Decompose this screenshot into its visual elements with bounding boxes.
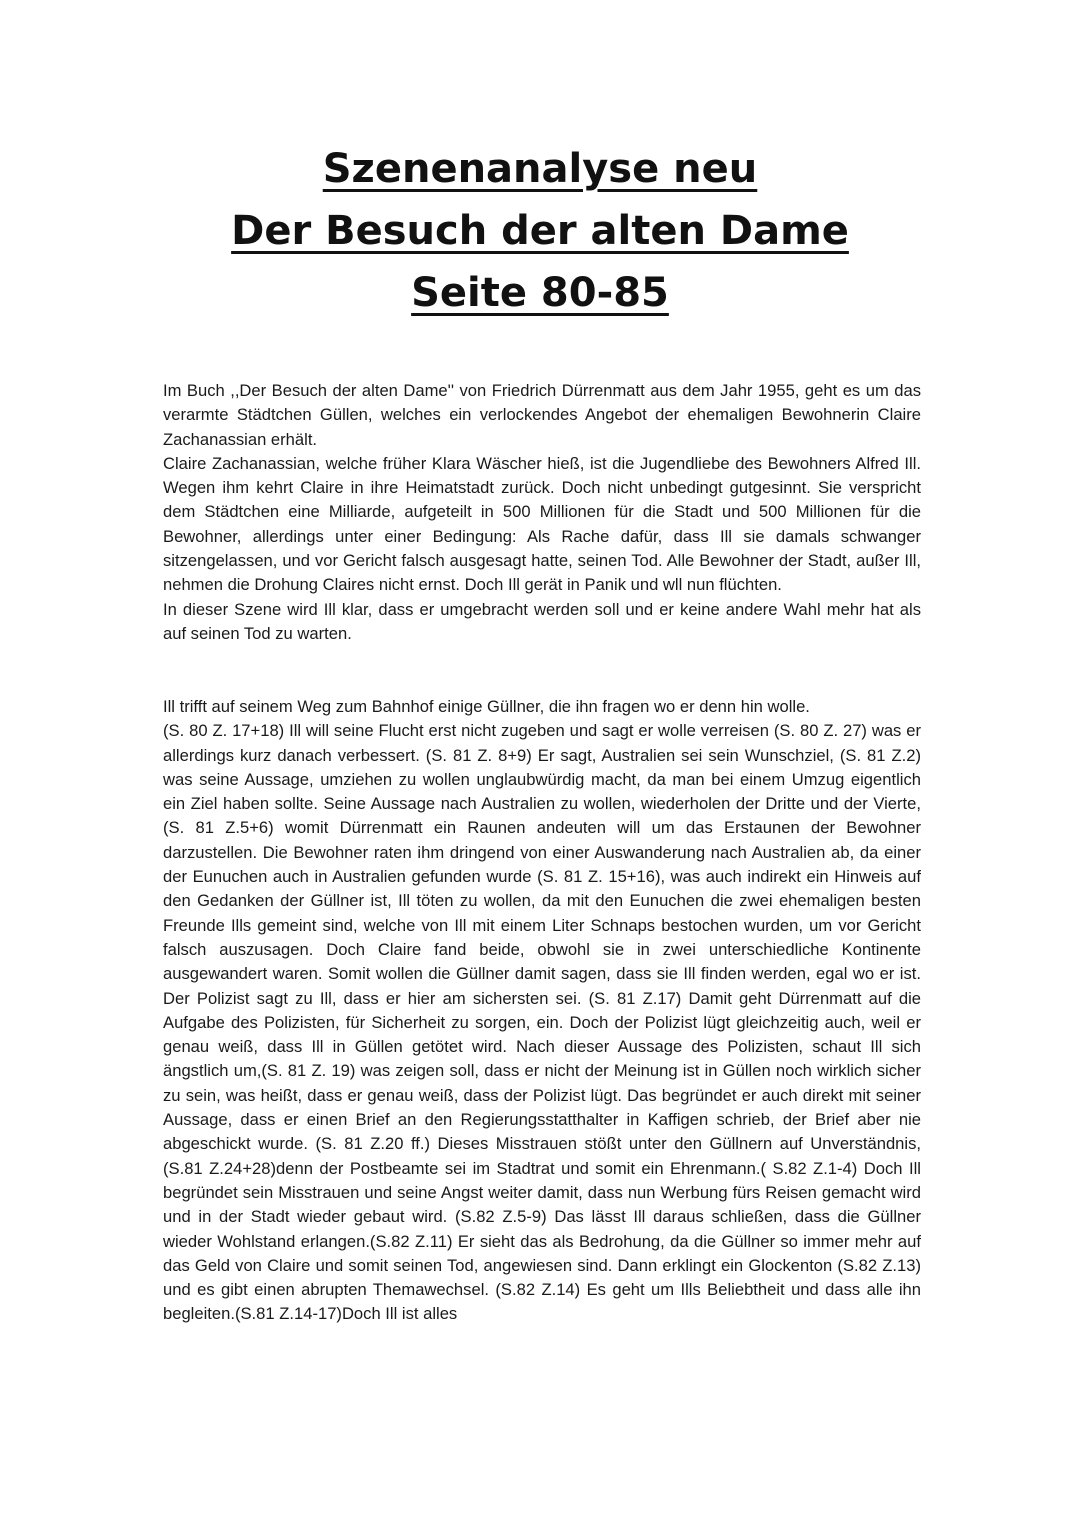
title-line-3 [0, 262, 1080, 324]
intro-section [163, 379, 921, 646]
analysis-section [163, 695, 921, 1327]
title-line-1 [0, 138, 1080, 200]
intro-paragraph: In dieser Szene wird Ill klar, dass er umgebracht werden soll und er keine andere Wahl mehr hat als auf seinen Tod zu warten. [163, 599, 921, 643]
title-line-2 [0, 200, 1080, 262]
analysis-paragraph: Ill trifft auf seinem Weg zum Bahnhof einige Güllner, die ihn fragen wo er denn hin wolle. [163, 697, 810, 716]
title-text-2: Der Besuch der alten Dame [231, 208, 849, 254]
title-text-3: Seite 80-85 [411, 270, 669, 316]
title-text-1: Szenenanalyse neu [322, 146, 758, 192]
intro-paragraph: Im Buch ,,Der Besuch der alten Dame'' von Friedrich Dürrenmatt aus dem Jahr 1955, geht es um das verarmte Städtchen Güllen, welches ein verlockendes Angebot der ehemaligen Bewohnerin Claire Zachanassian erhält. [163, 381, 921, 449]
document-title [0, 138, 1080, 324]
intro-paragraph: Claire Zachanassian, welche früher Klara Wäscher hieß, ist die Jugendliebe des Bewohners Alfred Ill. Wegen ihm kehrt Claire in ihre Heimatstadt zurück. Doch nicht unbedingt gutgesinnt. Sie verspricht dem Städtchen eine Milliarde, aufgeteilt in 500 Millionen für die Stadt und 500 Millionen für die Bewohner, allerdings unter einer Bedingung: Als Rache dafür, dass Ill sie damals schwanger sitzengelassen, und vor Gericht falsch ausgesagt hatte, seinen Tod. Alle Bewohner der Stadt, außer Ill, nehmen die Drohung Claires nicht ernst. Doch Ill gerät in Panik und wll nun flüchten. [163, 453, 921, 595]
analysis-paragraph: (S. 80 Z. 17+18) Ill will seine Flucht erst nicht zugeben und sagt er wolle verreisen (S. 80 Z. 27) was er allerdings kurz danach verbessert. (S. 81 Z. 8+9) Er sagt, Australien sei sein Wunschziel, (S. 81 Z.2) was seine Aussage, umziehen zu wollen unglaubwürdig macht, da man bei einem Umzug eigentlich ein Ziel haben sollte. Seine Aussage nach Australien zu wollen, wiederholen der Dritte und der Vierte,(S. 81 Z.5+6) womit Dürrenmatt ein Raunen andeuten will um das Erstaunen der Bewohner darzustellen. Die Bewohner raten ihm dringend von einer Auswanderung nach Australien ab, da einer der Eunuchen auch in Australien gefunden wurde (S. 81 Z. 15+16), was auch indirekt ein Hinweis auf den Gedanken der Güllner ist, Ill töten zu wollen, da mit den Eunuchen die zwei ehemaligen besten Freunde Ills gemeint sind, welche von Ill mit einem Liter Schnaps bestochen wurden, um vor Gericht falsch auszusagen. Doch Claire fand beide, obwohl sie in zwei unterschiedliche Kontinente ausgewandert waren. Somit wollen die Güllner damit sagen, dass sie Ill finden werden, egal wo er ist. Der Polizist sagt zu Ill, dass er hier am sichersten sei. (S. 81 Z.17) Damit geht Dürrenmatt auf die Aufgabe des Polizisten, für Sicherheit zu sorgen, ein. Doch der Polizist lügt gleichzeitig auch, weil er genau weiß, dass Ill in Güllen getötet wird. Nach dieser Aussage des Polizisten, schaut Ill sich ängstlich um,(S. 81 Z. 19) was zeigen soll, dass er nicht der Meinung ist in Güllen noch wirklich sicher zu sein, was heißt, dass er genau weiß, dass der Polizist lügt. Das begründet er auch direkt mit seiner Aussage, dass er einen Brief an den Regierungsstatthalter in Kaffigen schrieb, der Brief aber nie abgeschickt wurde. (S. 81 Z.20 ff.) Dieses Misstrauen stößt unter den Güllnern auf Unverständnis,(S.81 Z.24+28)denn der Postbeamte sei im Stadtrat und somit ein Ehrenmann.( S.82 Z.1-4) Doch Ill begründet sein Misstrauen und seine Angst weiter damit, dass nun Werbung fürs Reisen gemacht wird und in der Stadt wieder gebaut wird. (S.82 Z.5-9) Das lässt Ill daraus schließen, dass die Güllner wieder Wohlstand erlangen.(S.82 Z.11) Er sieht das als Bedrohung, da die Güllner so immer mehr auf das Geld von Claire und somit seinen Tod, angewiesen sind. Dann erklingt ein Glockenton (S.82 Z.13) und es gibt einen abrupten Themawechsel. (S.82 Z.14) Es geht um Ills Beliebtheit und dass alle ihn begleiten.(S.81 Z.14-17)Doch Ill ist alles [163, 721, 921, 1324]
